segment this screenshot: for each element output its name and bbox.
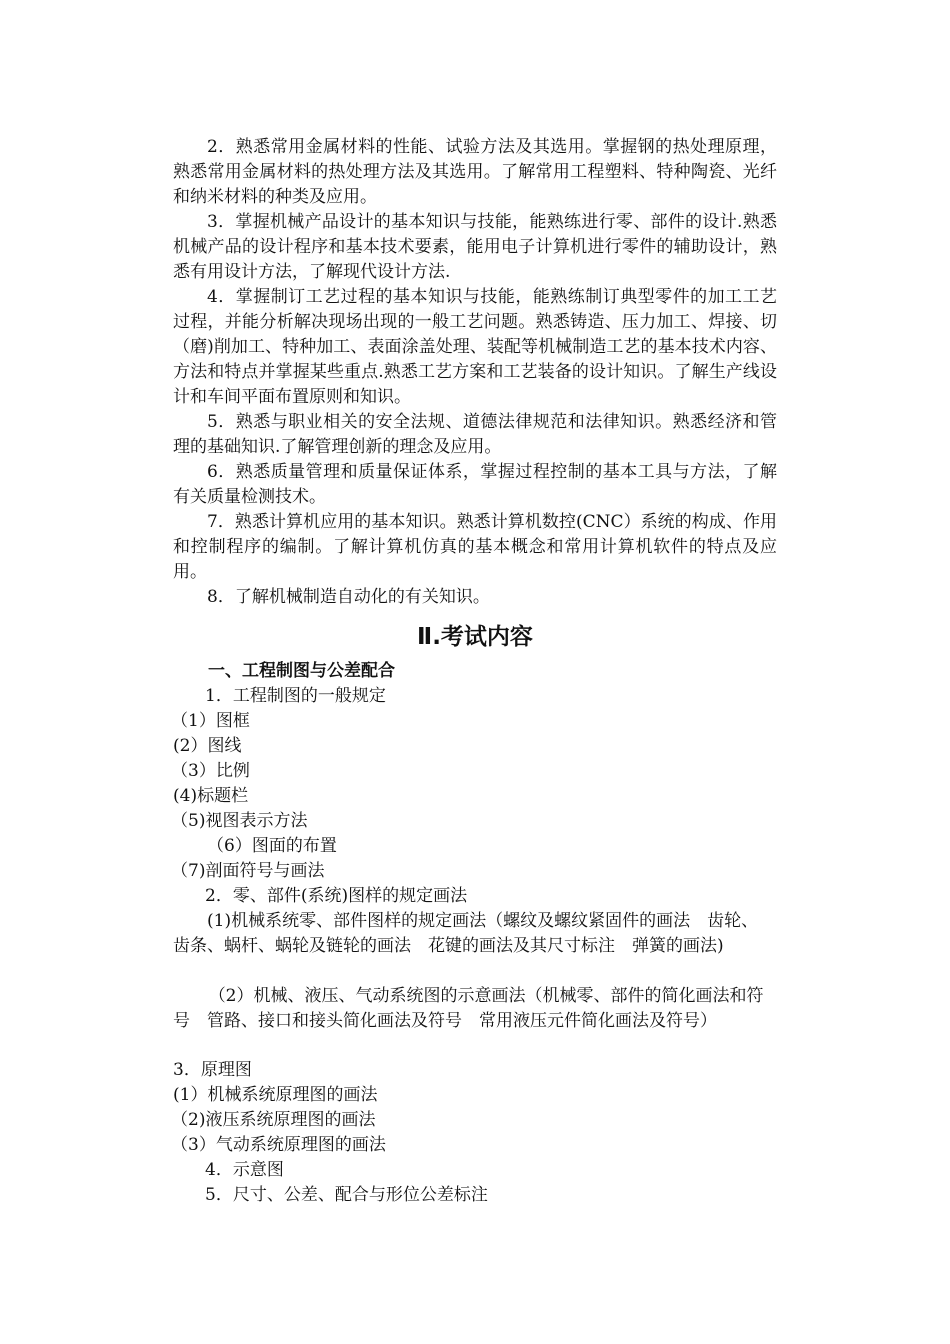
objective-4: 4．掌握制订工艺过程的基本知识与技能，能熟练制订典型零件的加工工艺过程，并能分析解决现场出现的一般工艺问题。熟悉铸造、压力加工、焊接、切（磨)削加工、特种加工、表面涂盖处理、装配等机械制造工艺的基本技术内容、方法和特点并掌握某些重点.熟悉工艺方案和工艺装备的设计知识。了解生产线设计和车间平面布置原则和知识。 [173, 287, 777, 407]
item-1-sub-3: （3）比例 [171, 761, 250, 781]
item-1-sub-1: （1）图框 [171, 711, 250, 731]
item-1-sub-7: （7)剖面符号与画法 [171, 861, 325, 881]
section-title: Ⅱ.考试内容 [417, 624, 533, 650]
item-1-sub-5: （5)视图表示方法 [171, 811, 308, 831]
subsection-title: 一、工程制图与公差配合 [208, 661, 395, 681]
item-2: 2．零、部件(系统)图样的规定画法 [205, 886, 468, 906]
objective-2: 2．熟悉常用金属材料的性能、试验方法及其选用。掌握钢的热处理原理，熟悉常用金属材料的热处理方法及其选用。了解常用工程塑料、特种陶瓷、光纤和纳米材料的种类及应用。 [173, 137, 777, 207]
item-2-sub-1-block [173, 909, 773, 959]
item-5: 5．尺寸、公差、配合与形位公差标注 [205, 1185, 488, 1205]
objectives-list [173, 135, 777, 610]
item-1-sub-4: (4)标题栏 [173, 786, 249, 806]
item-2-sub-2-block [173, 984, 773, 1034]
item-2-sub-1: (1)机械系统零、部件图样的规定画法（螺纹及螺纹紧固件的画法 齿轮、齿条、蜗杆、蜗轮及链轮的画法 花键的画法及其尺寸标注 弹簧的画法) [173, 911, 759, 956]
item-3-sub-1: (1）机械系统原理图的画法 [173, 1085, 378, 1105]
objective-3: 3．掌握机械产品设计的基本知识与技能，能熟练进行零、部件的设计.熟悉机械产品的设计程序和基本技术要素，能用电子计算机进行零件的辅助设计，熟悉有用设计方法，了解现代设计方法. [173, 212, 777, 282]
item-1-sub-6: （6）图面的布置 [207, 836, 337, 856]
item-1: 1．工程制图的一般规定 [205, 686, 386, 706]
item-1-sub-2: (2）图线 [173, 736, 242, 756]
item-3-sub-2: （2)液压系统原理图的画法 [171, 1110, 376, 1130]
objective-5: 5．熟悉与职业相关的安全法规、道德法律规范和法律知识。熟悉经济和管理的基础知识.了解管理创新的理念及应用。 [173, 412, 777, 457]
item-3: 3．原理图 [173, 1060, 252, 1080]
objective-6: 6．熟悉质量管理和质量保证体系，掌握过程控制的基本工具与方法，了解有关质量检测技术。 [173, 462, 777, 507]
item-2-sub-2: （2）机械、液压、气动系统图的示意画法（机械零、部件的简化画法和符号 管路、接口和接头简化画法及符号 常用液压元件简化画法及符号） [173, 986, 764, 1031]
objective-8: 8．了解机械制造自动化的有关知识。 [207, 587, 490, 607]
item-3-sub-3: （3）气动系统原理图的画法 [171, 1135, 386, 1155]
item-4: 4．示意图 [205, 1160, 284, 1180]
objective-7: 7．熟悉计算机应用的基本知识。熟悉计算机数控(CNC）系统的构成、作用和控制程序的编制。了解计算机仿真的基本概念和常用计算机软件的特点及应用。 [173, 512, 777, 582]
